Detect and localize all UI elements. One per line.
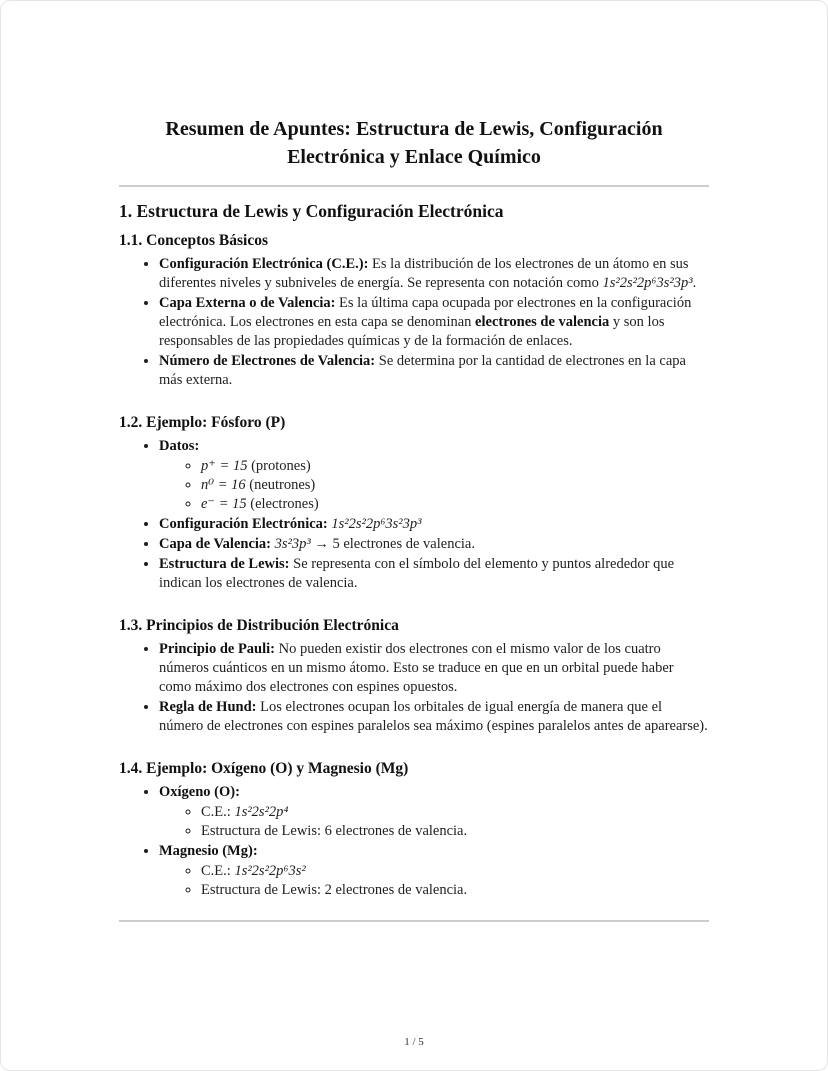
- emphasis-text: electrones de valencia: [475, 314, 610, 330]
- term-label: Regla de Hund:: [159, 699, 257, 715]
- body-text: No pueden existir dos electrones con el mismo valor de los cuatro números cuánticos en un mismo átomo. Esto se traduce en que en un orbital puede haber como máximo dos electrones con espines opuestos.: [159, 641, 674, 695]
- term-label: Capa de Valencia:: [159, 536, 271, 552]
- formula: 1s²2s²2p⁶3s²: [234, 863, 306, 879]
- list-item: [159, 698, 709, 736]
- body-text: C.E.:: [201, 863, 235, 879]
- list-item: [201, 457, 709, 476]
- formula: p⁺ = 15: [201, 458, 248, 474]
- phosphorus-example-list: [119, 437, 709, 593]
- divider: [119, 920, 709, 922]
- list-item: [159, 515, 709, 534]
- term-label: Estructura de Lewis:: [159, 556, 290, 572]
- list-item: [201, 803, 709, 822]
- body-text: C.E.:: [201, 804, 235, 820]
- magnesium-sublist: [159, 862, 709, 900]
- body-text: Estructura de Lewis: 6 electrones de valencia.: [201, 823, 468, 839]
- list-item: [201, 495, 709, 514]
- term-label: Magnesio (Mg):: [159, 843, 258, 859]
- list-item: [159, 294, 709, 351]
- formula: 1s²2s²2p⁶3s²3p³: [331, 516, 422, 532]
- term-label: Capa Externa o de Valencia:: [159, 295, 336, 311]
- list-item: [159, 783, 709, 841]
- principles-list: [119, 640, 709, 736]
- list-item: [159, 640, 709, 697]
- body-text: → 5 electrones de valencia.: [310, 536, 475, 552]
- page-number: 1 / 5: [404, 1036, 424, 1048]
- list-item: [201, 862, 709, 881]
- oxygen-magnesium-list: [119, 783, 709, 900]
- term-label: Oxígeno (O):: [159, 784, 240, 800]
- body-text: (neutrones): [245, 477, 316, 493]
- data-sublist: [159, 457, 709, 514]
- divider: [119, 185, 709, 187]
- document-content: [119, 1, 709, 922]
- subsection-1-1-heading: 1.1. Conceptos Básicos: [119, 232, 268, 249]
- section-1-heading: 1. Estructura de Lewis y Configuración Electrónica: [119, 201, 504, 221]
- body-text: Es la última capa ocupada por electrones en la configuración electrónica. Los electrones en esta capa se denominan: [159, 295, 692, 330]
- formula: 1s²2s²2p⁴: [234, 804, 289, 820]
- formula: n⁰ = 16: [201, 477, 246, 493]
- formula: 3s²3p³: [274, 536, 311, 552]
- body-text: (electrones): [246, 496, 319, 512]
- subsection-1-4-heading: 1.4. Ejemplo: Oxígeno (O) y Magnesio (Mg): [119, 760, 409, 777]
- list-item: [159, 255, 709, 293]
- list-item: [159, 352, 709, 390]
- term-label: Configuración Electrónica:: [159, 516, 328, 532]
- concepts-list: [119, 255, 709, 390]
- formula: 1s²2s²2p⁶3s²3p³: [602, 275, 693, 291]
- list-item: [201, 881, 709, 900]
- list-item: [159, 555, 709, 593]
- body-text: Es la distribución de los electrones de un átomo en sus diferentes niveles y subniveles de energía. Se representa con notación como: [159, 256, 689, 291]
- body-text: Se determina por la cantidad de electrones en la capa más externa.: [159, 353, 686, 388]
- oxygen-sublist: [159, 803, 709, 841]
- body-text: .: [692, 275, 697, 291]
- term-label: Número de Electrones de Valencia:: [159, 353, 376, 369]
- term-label: Configuración Electrónica (C.E.):: [159, 256, 369, 272]
- subsection-1-2-heading: 1.2. Ejemplo: Fósforo (P): [119, 414, 286, 431]
- subsection-1-3-heading: 1.3. Principios de Distribución Electrónica: [119, 617, 399, 634]
- formula: e⁻ = 15: [201, 496, 247, 512]
- term-label: Principio de Pauli:: [159, 641, 275, 657]
- list-item: [201, 476, 709, 495]
- body-text: Se representa con el símbolo del elemento y puntos alrededor que indican los electrones de valencia.: [159, 556, 675, 591]
- list-item: [201, 822, 709, 841]
- body-text: Los electrones ocupan los orbitales de igual energía de manera que el número de electrones con espines paralelos sea máximo (espines paralelos antes de aparearse).: [159, 699, 708, 734]
- term-label: Datos:: [159, 438, 200, 454]
- list-item: [159, 437, 709, 514]
- body-text: Estructura de Lewis: 2 electrones de valencia.: [201, 882, 468, 898]
- body-text: y son los responsables de las propiedades químicas y de la formación de enlaces.: [159, 314, 665, 349]
- list-item: [159, 535, 709, 554]
- doc-title: Resumen de Apuntes: Estructura de Lewis, Configuración Electrónica y Enlace Químico: [165, 118, 663, 168]
- list-item: [159, 842, 709, 900]
- body-text: (protones): [247, 458, 311, 474]
